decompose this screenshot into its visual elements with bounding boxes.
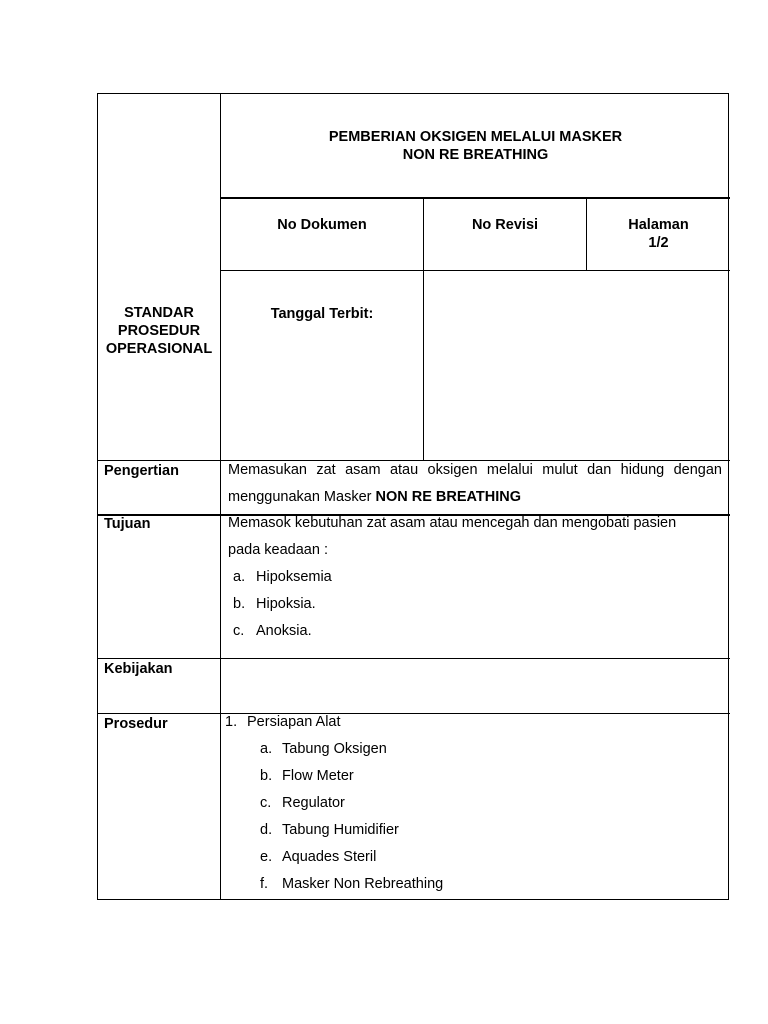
halaman-label: Halaman (628, 217, 689, 233)
sop-line-1: STANDAR (124, 305, 194, 321)
list-item (228, 591, 722, 618)
divider-doc-info-bottom (220, 270, 730, 271)
pengertian-line-1: Memasukan zat asam atau oksigen melalui mulut dan hidung dengan (228, 462, 722, 478)
prosedur-label: Prosedur (104, 716, 168, 732)
halaman-cell (587, 216, 730, 252)
list-marker: d. (260, 822, 273, 838)
list-marker: b. (260, 768, 273, 784)
step-marker: 1. (225, 714, 238, 730)
prosedur-text (225, 709, 722, 898)
pengertian-text (228, 457, 722, 511)
list-text: Masker Non Rebreathing (282, 876, 444, 892)
list-text: Hipoksia. (256, 596, 316, 612)
pengertian-line-2-prefix: menggunakan Masker (228, 489, 376, 505)
list-marker: c. (233, 623, 245, 639)
sop-line-2: PROSEDUR (117, 323, 201, 339)
list-text: Regulator (282, 795, 345, 811)
halaman-value: 1/2 (648, 235, 669, 251)
tanggal-terbit-label: Tanggal Terbit: (270, 306, 374, 322)
no-revisi-label: No Revisi (471, 217, 539, 233)
list-marker: a. (233, 569, 246, 585)
list-item (225, 817, 722, 844)
no-dokumen-label: No Dokumen (277, 217, 367, 233)
list-marker: c. (260, 795, 272, 811)
pengertian-label: Pengertian (104, 463, 179, 479)
list-text: Tabung Oksigen (282, 741, 387, 757)
list-text: Hipoksemia (256, 569, 332, 585)
list-marker: f. (260, 876, 269, 892)
sop-label (98, 304, 220, 358)
tujuan-label: Tujuan (104, 516, 151, 532)
kebijakan-label: Kebijakan (104, 661, 173, 677)
divider-tujuan-bottom (98, 658, 730, 659)
list-marker: b. (233, 596, 246, 612)
title-line-1: PEMBERIAN OKSIGEN MELALUI MASKER (328, 129, 623, 145)
pengertian-line-2-bold: NON RE BREATHING (375, 489, 522, 505)
list-item (225, 763, 722, 790)
list-marker: e. (260, 849, 273, 865)
list-text: Aquades Steril (282, 849, 377, 865)
step-text: Persiapan Alat (247, 714, 341, 730)
list-item (228, 618, 722, 645)
document-title (221, 128, 730, 164)
divider-left-column (220, 94, 221, 900)
list-item (225, 844, 722, 871)
sop-line-3: OPERASIONAL (105, 341, 213, 357)
list-text: Tabung Humidifier (282, 822, 399, 838)
list-item (225, 871, 722, 898)
tujuan-line-2: pada keadaan : (228, 542, 328, 558)
tujuan-line-1: Memasok kebutuhan zat asam atau mencegah dan mengobati pasien (228, 515, 677, 531)
divider-dokumen-revisi (423, 198, 424, 461)
list-text: Anoksia. (256, 623, 312, 639)
list-item (225, 736, 722, 763)
list-item (225, 790, 722, 817)
list-text: Flow Meter (282, 768, 354, 784)
sop-document-table (97, 93, 729, 900)
title-line-2: NON RE BREATHING (402, 147, 549, 163)
pengertian-line-2 (228, 484, 722, 511)
tujuan-text (228, 510, 722, 645)
divider-title-bottom (220, 197, 730, 199)
list-item (228, 564, 722, 591)
list-marker: a. (260, 741, 273, 757)
prosedur-step-1 (225, 709, 722, 736)
